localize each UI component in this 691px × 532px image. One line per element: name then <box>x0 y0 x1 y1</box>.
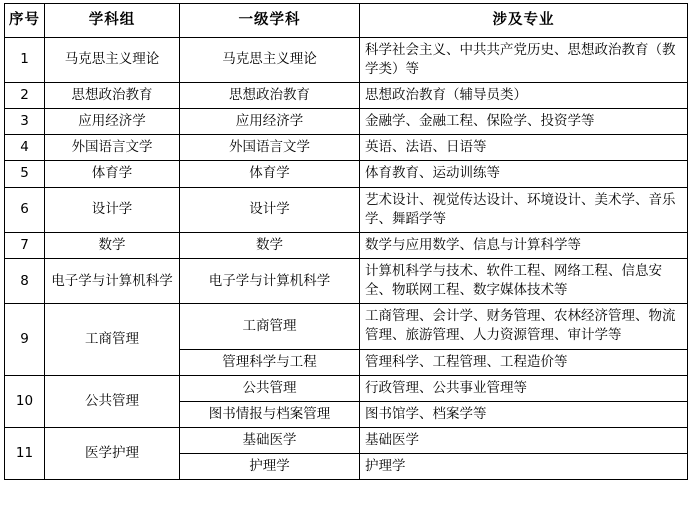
disciplines-table <box>4 3 688 480</box>
cell-first-level-discipline: 体育学 <box>180 161 360 187</box>
column-header-group: 学科组 <box>45 4 180 38</box>
cell-first-level-discipline: 马克思主义理论 <box>180 37 360 82</box>
cell-first-level-discipline: 图书情报与档案管理 <box>180 401 360 427</box>
cell-discipline-group: 电子学与计算机科学 <box>45 258 180 303</box>
cell-discipline-group: 思想政治教育 <box>45 82 180 108</box>
cell-discipline-group: 体育学 <box>45 161 180 187</box>
cell-index: 2 <box>5 82 45 108</box>
table-row <box>5 375 688 401</box>
cell-discipline-group: 工商管理 <box>45 304 180 375</box>
cell-index: 4 <box>5 135 45 161</box>
cell-discipline-group: 应用经济学 <box>45 109 180 135</box>
cell-majors: 思想政治教育（辅导员类） <box>360 82 688 108</box>
cell-discipline-group: 外国语言文学 <box>45 135 180 161</box>
cell-first-level-discipline: 基础医学 <box>180 428 360 454</box>
cell-index: 10 <box>5 375 45 427</box>
cell-first-level-discipline: 数学 <box>180 232 360 258</box>
cell-majors: 科学社会主义、中共共产党历史、思想政治教育（教学类）等 <box>360 37 688 82</box>
cell-majors: 基础医学 <box>360 428 688 454</box>
cell-majors: 工商管理、会计学、财务管理、农林经济管理、物流管理、旅游管理、人力资源管理、审计学等 <box>360 304 688 349</box>
cell-index: 5 <box>5 161 45 187</box>
cell-index: 1 <box>5 37 45 82</box>
cell-first-level-discipline: 设计学 <box>180 187 360 232</box>
table-row <box>5 187 688 232</box>
cell-discipline-group: 设计学 <box>45 187 180 232</box>
cell-majors: 英语、法语、日语等 <box>360 135 688 161</box>
cell-first-level-discipline: 护理学 <box>180 454 360 480</box>
table-row <box>5 304 688 349</box>
cell-index: 9 <box>5 304 45 375</box>
cell-first-level-discipline: 外国语言文学 <box>180 135 360 161</box>
table-row <box>5 109 688 135</box>
cell-majors: 行政管理、公共事业管理等 <box>360 375 688 401</box>
cell-index: 3 <box>5 109 45 135</box>
cell-discipline-group: 医学护理 <box>45 428 180 480</box>
table-header <box>5 4 688 38</box>
table-header-row <box>5 4 688 38</box>
cell-first-level-discipline: 电子学与计算机科学 <box>180 258 360 303</box>
cell-index: 11 <box>5 428 45 480</box>
cell-majors: 管理科学、工程管理、工程造价等 <box>360 349 688 375</box>
cell-first-level-discipline: 公共管理 <box>180 375 360 401</box>
table-row <box>5 428 688 454</box>
cell-majors: 数学与应用数学、信息与计算科学等 <box>360 232 688 258</box>
table-row <box>5 161 688 187</box>
table-row <box>5 232 688 258</box>
column-header-majors: 涉及专业 <box>360 4 688 38</box>
cell-majors: 计算机科学与技术、软件工程、网络工程、信息安全、物联网工程、数字媒体技术等 <box>360 258 688 303</box>
cell-index: 8 <box>5 258 45 303</box>
table-row <box>5 37 688 82</box>
column-header-discipline: 一级学科 <box>180 4 360 38</box>
cell-discipline-group: 公共管理 <box>45 375 180 427</box>
cell-discipline-group: 马克思主义理论 <box>45 37 180 82</box>
cell-first-level-discipline: 管理科学与工程 <box>180 349 360 375</box>
cell-discipline-group: 数学 <box>45 232 180 258</box>
cell-first-level-discipline: 思想政治教育 <box>180 82 360 108</box>
table-row <box>5 258 688 303</box>
table-row <box>5 135 688 161</box>
cell-majors: 护理学 <box>360 454 688 480</box>
cell-first-level-discipline: 工商管理 <box>180 304 360 349</box>
cell-majors: 图书馆学、档案学等 <box>360 401 688 427</box>
table-body <box>5 37 688 480</box>
cell-index: 6 <box>5 187 45 232</box>
cell-index: 7 <box>5 232 45 258</box>
cell-majors: 金融学、金融工程、保险学、投资学等 <box>360 109 688 135</box>
cell-majors: 艺术设计、视觉传达设计、环境设计、美术学、音乐学、舞蹈学等 <box>360 187 688 232</box>
cell-first-level-discipline: 应用经济学 <box>180 109 360 135</box>
table-row <box>5 82 688 108</box>
cell-majors: 体育教育、运动训练等 <box>360 161 688 187</box>
column-header-index: 序号 <box>5 4 45 38</box>
